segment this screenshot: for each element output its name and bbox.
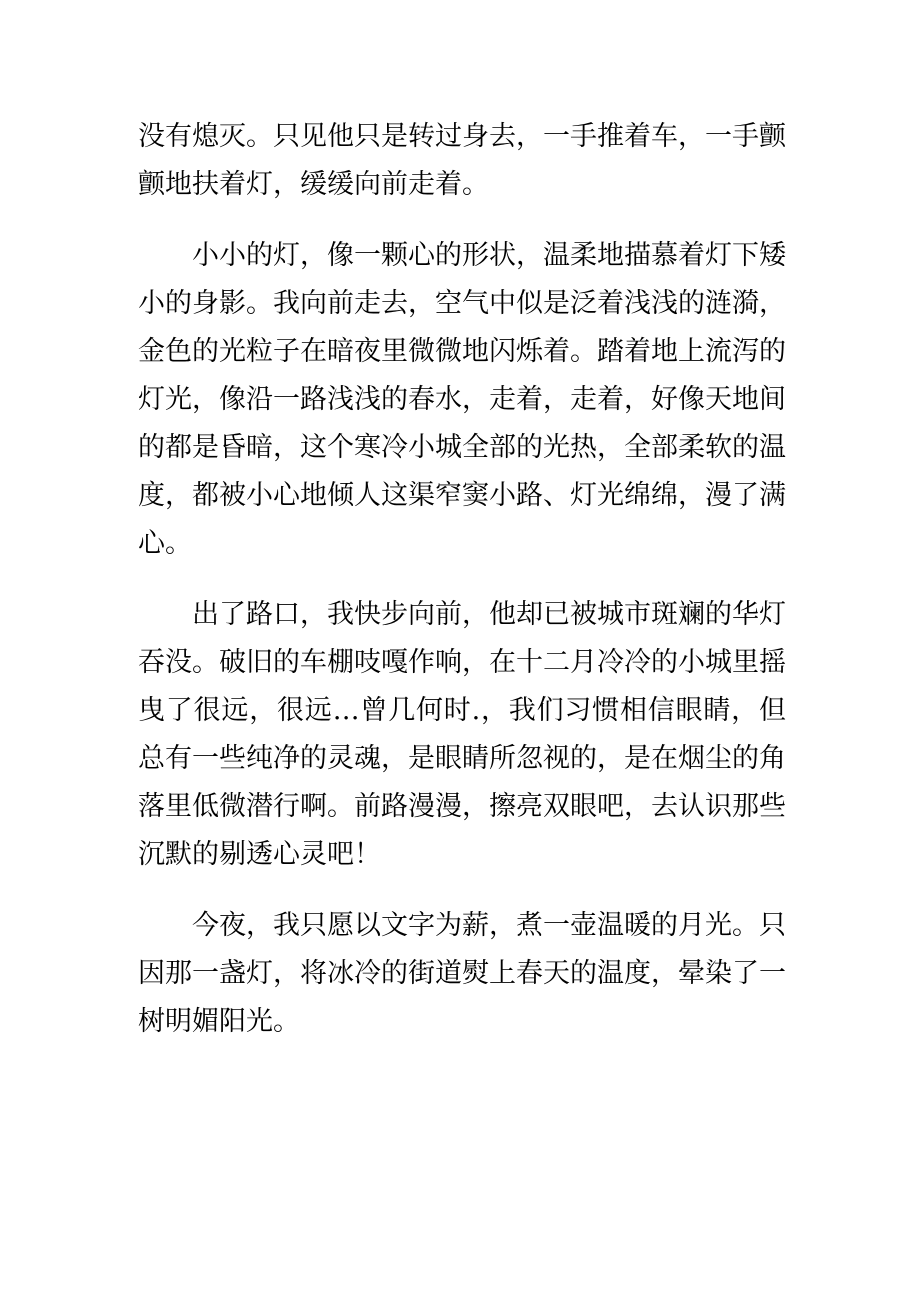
document-page	[138, 113, 786, 1046]
paragraph-1: 没有熄灭。只见他只是转过身去，一手推着车，一手颤颤地扶着灯，缓缓向前走着。	[138, 121, 786, 200]
paragraph-4: 今夜，我只愿以文字为薪，煮一壶温暖的月光。只因那一盏灯，将冰冷的街道熨上春天的温度，晕染了一树明媚阳光。	[138, 910, 786, 1037]
paragraph-3: 出了路口，我快步向前，他却已被城市斑斓的华灯吞没。破旧的车棚吱嘎作响，在十二月冷冷的小城里摇曳了很远，很远…曾几何时.，我们习惯相信眼睛，但总有一些纯净的灵魂，是眼睛所忽视的，是在烟尘的角落里低微潜行啊。前路漫漫，擦亮双眼吧，去认识那些沉默的剔透心灵吧！	[138, 599, 786, 870]
paragraph-2: 小小的灯，像一颗心的形状，温柔地描慕着灯下矮小的身影。我向前走去，空气中似是泛着浅浅的涟漪，金色的光粒子在暗夜里微微地闪烁着。踏着地上流泻的灯光，像沿一路浅浅的春水，走着，走着，好像天地间的都是昏暗，这个寒冷小城全部的光热，全部柔软的温度，都被小心地倾人这渠窄窦小路、灯光绵绵，漫了满心。	[138, 240, 786, 559]
